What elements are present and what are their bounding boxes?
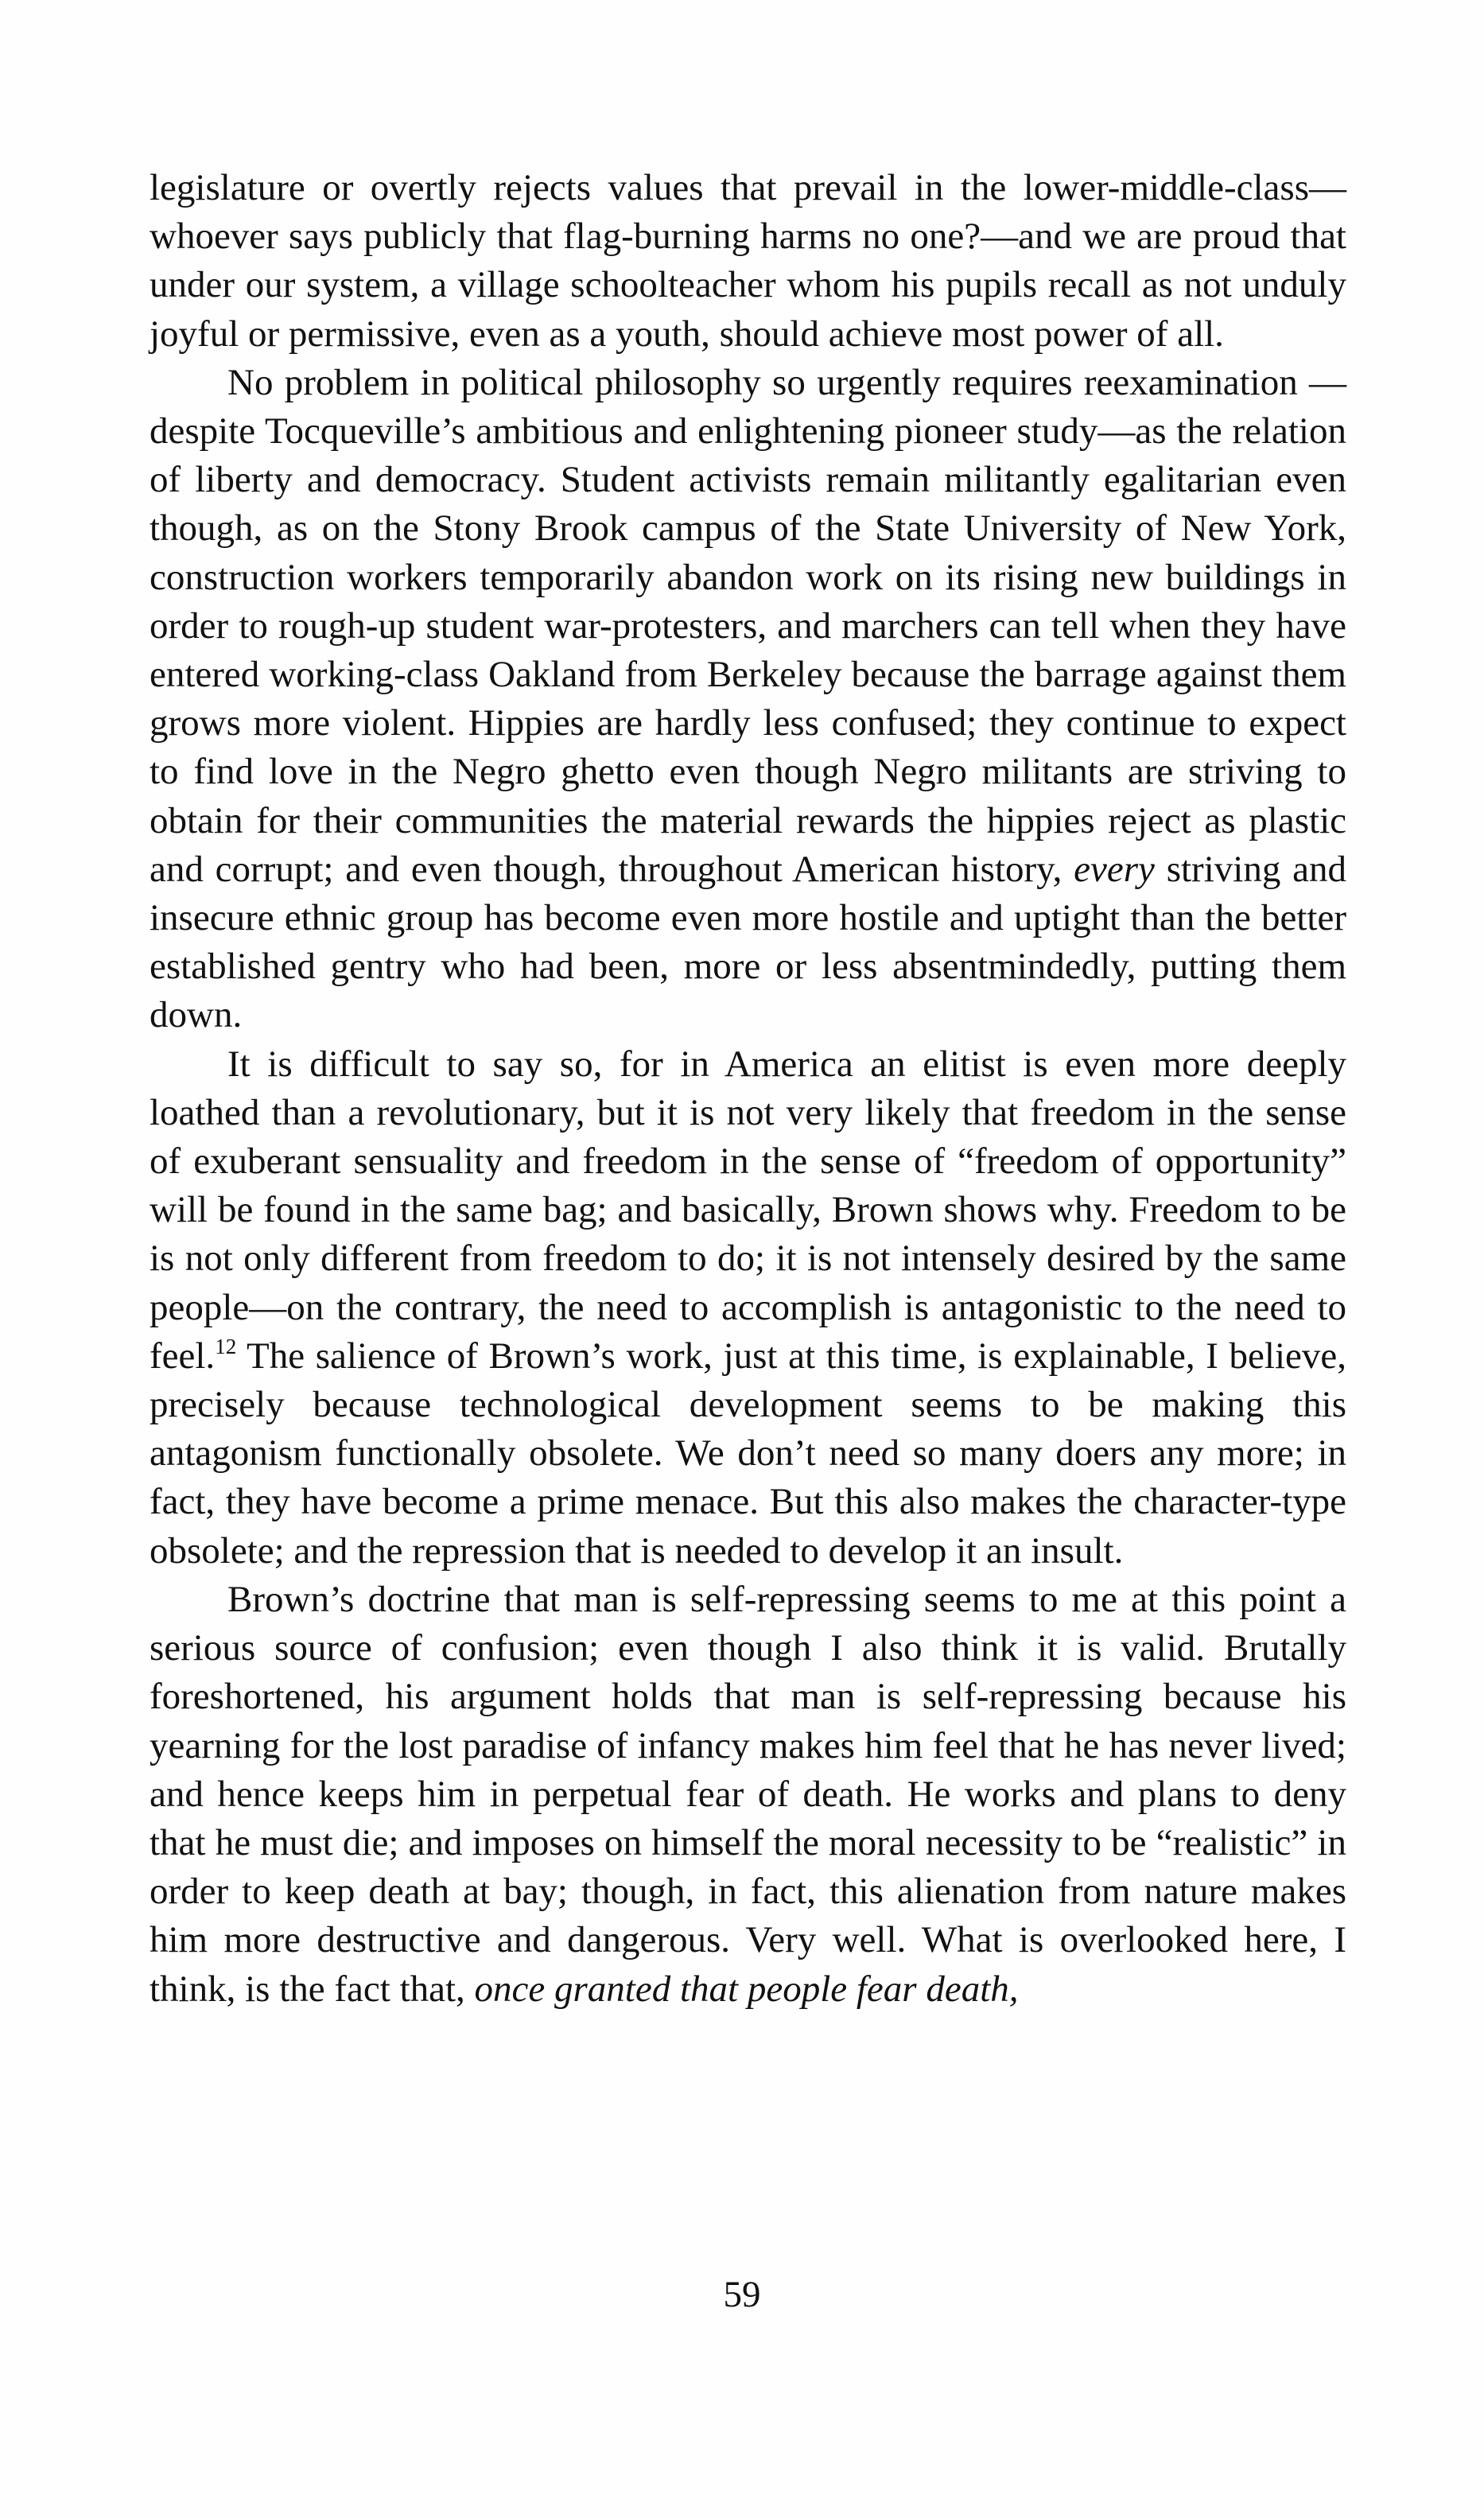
paragraph-3-text-a: It is difficult to say so, for in America an elitist is even more deeply loathed than a revolutionary, but it is not very likely that freedom in the sense of exuberant sensuality and freedom in the sense of “freedom of opportunity” will be found in the same bag; and basically, Brown shows why. Freedom to be is not only different from freedom to do; it is not intensely desired by the same people—on the contrary, the need to accomplish is antagonistic to the need to feel. <box>150 1043 1346 1377</box>
paragraph-1-text: legislature or overtly rejects values that prevail in the lower-middle-class—whoever says publicly that flag-burning harms no one?—and we are proud that under our system, a village schoolteacher whom his pupils recall as not unduly joyful or permissive, even as a youth, should achieve most power of all. <box>150 167 1346 355</box>
paragraph-2-text-b: striving and insecure ethnic group has become even more hostile and uptight than the better established gentry who had been, more or less absentmindedly, putting them down. <box>150 848 1346 1036</box>
footnote-ref-12: 12 <box>215 1334 237 1358</box>
body-text <box>150 164 1346 2014</box>
emphasis-fear-death: once granted that people fear death, <box>474 1968 1019 2010</box>
paragraph-4 <box>150 1576 1346 2014</box>
paragraph-4-text-a: Brown’s doctrine that man is self-repressing seems to me at this point a serious source of confusion; even though I also think it is valid. Brutally foreshortened, his argument holds that man is self-repressing because his yearning for the lost paradise of infancy makes him feel that he has never lived; and hence keeps him in perpetual fear of death. He works and plans to deny that he must die; and imposes on himself the moral necessity to be “realistic” in order to keep death at bay; though, in fact, this alienation from nature makes him more destructive and dangerous. Very well. What is overlooked here, I think, is the fact that, <box>150 1578 1346 2010</box>
paragraph-3 <box>150 1040 1346 1576</box>
paragraph-1 <box>150 164 1346 359</box>
paragraph-2 <box>150 359 1346 1040</box>
paragraph-3-text-b: The salience of Brown’s work, just at this time, is explainable, I believe, precisely because technological development seems to be making this antagonism functionally obsolete. We don’t need so many doers any more; in fact, they have become a prime menace. But this also makes the character-type obsolete; and the repression that is needed to develop it an insult. <box>150 1335 1346 1572</box>
paragraph-2-text-a: No problem in political philosophy so urgently requires reexamination —despite Tocqueville’s ambitious and enlightening pioneer study—as the relation of liberty and democracy. Student activists remain militantly egalitarian even though, as on the Stony Brook campus of the State University of New York, construction workers temporarily abandon work on its rising new buildings in order to rough-up student war-protesters, and marchers can tell when they have entered working-class Oakland from Berkeley because the barrage against them grows more violent. Hippies are hardly less confused; they continue to expect to find love in the Negro ghetto even though Negro militants are striving to obtain for their communities the material rewards the hippies reject as plastic and corrupt; and even though, throughout American history, <box>150 361 1346 890</box>
page-number: 59 <box>723 2274 761 2315</box>
emphasis-every: every <box>1074 848 1155 890</box>
